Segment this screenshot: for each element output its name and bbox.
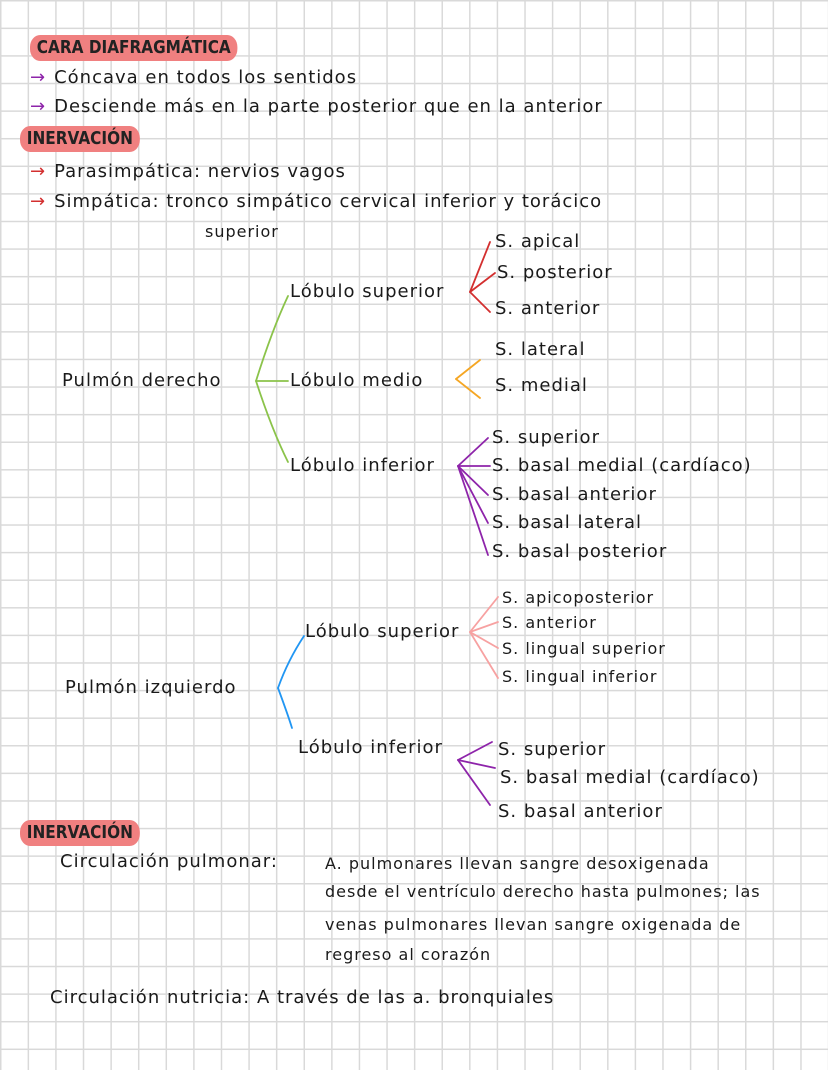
lobe-label: Lóbulo superior [290, 281, 445, 302]
circulacion-nutricia: Circulación nutricia: A través de las a. bronquiales [50, 987, 555, 1008]
lobe-label: Lóbulo medio [290, 370, 424, 391]
lower-lobe-branches [458, 438, 495, 805]
item-text: Desciende más en la parte posterior que en la anterior [54, 96, 603, 117]
lobe-label: Lóbulo inferior [290, 455, 435, 476]
arrow-icon: → [30, 96, 47, 117]
upper-lobe-branches [470, 242, 495, 312]
paragraph-line: regreso al corazón [325, 945, 492, 964]
list-item [30, 190, 602, 214]
left-lung-branches [278, 636, 304, 728]
heading-cara-diafragmatica: CARA DIAFRAGMÁTICA [30, 35, 238, 61]
lobe-label: Lóbulo inferior [298, 737, 443, 758]
item-continuation: superior [205, 222, 279, 241]
right-lung-branches [256, 296, 288, 462]
segment: S. superior [492, 427, 600, 448]
segment: S. lateral [495, 339, 586, 360]
arrow-icon: → [30, 161, 47, 182]
heading-inervacion: INERVACIÓN [20, 126, 140, 152]
segment: S. medial [495, 375, 588, 396]
segment: S. lingual inferior [502, 667, 658, 686]
arrow-icon: → [30, 191, 47, 212]
segment: S. superior [498, 739, 606, 760]
right-lung-label: Pulmón derecho [62, 370, 222, 391]
segment: S. basal anterior [498, 801, 663, 822]
item-text: Cóncava en todos los sentidos [54, 67, 358, 88]
heading-inervacion-2: INERVACIÓN [20, 820, 140, 846]
paragraph-line: A. pulmonares llevan sangre desoxigenada [325, 854, 710, 873]
segment: S. basal lateral [492, 512, 643, 533]
segment: S. apical [495, 231, 581, 252]
segment: S. basal posterior [492, 541, 668, 562]
left-lung-label: Pulmón izquierdo [65, 677, 237, 698]
list-item [30, 95, 603, 119]
segment: S. basal anterior [492, 484, 657, 505]
item-text: Parasimpática: nervios vagos [54, 161, 346, 182]
segment: S. apicoposterior [502, 588, 655, 607]
paragraph-line: venas pulmonares llevan sangre oxigenada de [325, 915, 742, 934]
segment: S. lingual superior [502, 639, 666, 658]
list-item [30, 66, 357, 90]
segment: S. anterior [502, 613, 597, 632]
segment: S. posterior [497, 262, 613, 283]
middle-lobe-branches [456, 360, 480, 398]
circulacion-pulmonar-label: Circulación pulmonar: [60, 851, 278, 872]
lobe-label: Lóbulo superior [305, 621, 460, 642]
segment: S. basal medial (cardíaco) [500, 767, 760, 788]
item-text: Simpática: tronco simpático cervical inferior y torácico [54, 191, 603, 212]
list-item [30, 160, 346, 184]
arrow-icon: → [30, 67, 47, 88]
segment: S. basal medial (cardíaco) [492, 455, 752, 476]
left-upper-branches [470, 597, 498, 678]
paragraph-line: desde el ventrículo derecho hasta pulmones; las [325, 882, 761, 901]
segment: S. anterior [495, 298, 601, 319]
